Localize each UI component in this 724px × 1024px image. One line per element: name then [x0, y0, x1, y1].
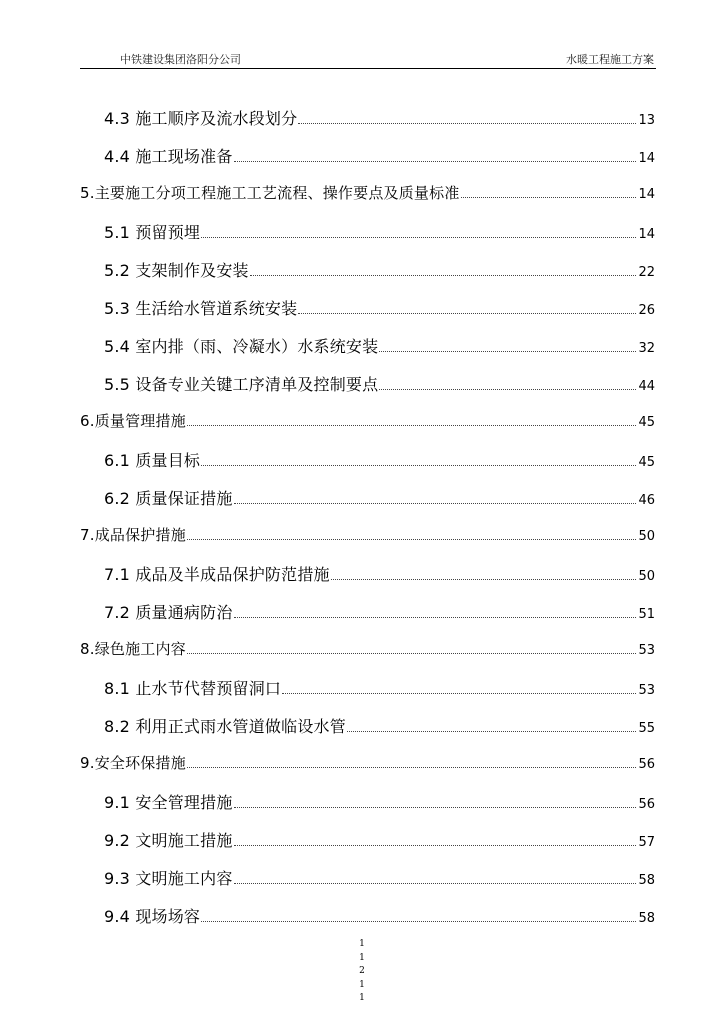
toc-entry-page: 57	[638, 835, 655, 850]
toc-entry-title: 8.1 止水节代替预留洞口	[104, 679, 282, 698]
toc-entry-page: 46	[638, 493, 655, 508]
toc-dot-leader	[201, 921, 636, 922]
toc-dot-leader	[187, 539, 637, 540]
page-header	[80, 50, 656, 69]
footer-page-digit: 1	[359, 979, 365, 990]
toc-entry-title: 7.2 质量通病防治	[104, 603, 233, 622]
toc-entry-page: 56	[638, 757, 655, 772]
toc-entry-page: 56	[638, 797, 655, 812]
toc-entry-title: 9.4 现场场容	[104, 907, 201, 926]
toc-entry[interactable]	[104, 562, 655, 584]
toc-dot-leader	[187, 653, 637, 654]
toc-entry-page: 53	[638, 683, 655, 698]
toc-entry[interactable]	[104, 258, 655, 280]
toc-entry-page: 53	[638, 643, 655, 658]
toc-entry[interactable]	[104, 106, 655, 128]
toc-entry-title: 4.4 施工现场准备	[104, 147, 233, 166]
toc-entry[interactable]	[104, 486, 655, 508]
toc-dot-leader	[347, 731, 637, 732]
footer-page-digit: 1	[359, 993, 365, 1003]
toc-entry-title: 4.3 施工顺序及流水段划分	[104, 109, 298, 128]
toc-dot-leader	[379, 389, 636, 390]
toc-entry-page: 58	[638, 873, 655, 888]
toc-entry[interactable]	[104, 220, 655, 242]
toc-entry-title: 6.1 质量目标	[104, 451, 201, 470]
toc-dot-leader	[282, 693, 636, 694]
toc-entry-page: 55	[638, 721, 655, 736]
toc-entry[interactable]	[80, 638, 655, 660]
toc-entry-title: 9.3 文明施工内容	[104, 869, 233, 888]
toc-dot-leader	[250, 275, 637, 276]
toc-entry-page: 13	[638, 113, 655, 128]
toc-entry[interactable]	[104, 790, 655, 812]
toc-entry-title: 5.1 预留预埋	[104, 223, 201, 242]
toc-dot-leader	[234, 883, 637, 884]
toc-dot-leader	[461, 197, 637, 198]
header-doc-title: 水暖工程施工方案	[566, 53, 654, 66]
toc-entry-title: 9.1 安全管理措施	[104, 793, 233, 812]
toc-entry-title: 6.质量管理措施	[80, 412, 186, 430]
toc-entry[interactable]	[104, 866, 655, 888]
footer-page-digit: 2	[359, 966, 365, 976]
page-footer	[0, 938, 724, 1006]
footer-page-digit: 1	[359, 952, 365, 963]
toc-dot-leader	[331, 579, 637, 580]
header-company: 中铁建设集团洛阳分公司	[120, 53, 241, 66]
toc-dot-leader	[234, 807, 637, 808]
toc-entry-page: 50	[638, 569, 655, 584]
toc-entry-page: 14	[638, 151, 655, 166]
toc-entry-page: 58	[638, 911, 655, 926]
toc-entry-title: 6.2 质量保证措施	[104, 489, 233, 508]
toc-entry[interactable]	[104, 296, 655, 318]
toc-entry-title: 5.5 设备专业关键工序清单及控制要点	[104, 375, 379, 394]
toc-entry-page: 22	[638, 265, 655, 280]
footer-page-digit: 1	[359, 939, 365, 949]
toc-entry-title: 9.安全环保措施	[80, 754, 186, 772]
toc-dot-leader	[187, 767, 637, 768]
toc-entry[interactable]	[104, 448, 655, 470]
toc-dot-leader	[298, 123, 636, 124]
toc-entry[interactable]	[104, 904, 655, 926]
toc-entry-title: 9.2 文明施工措施	[104, 831, 233, 850]
toc-dot-leader	[201, 237, 636, 238]
toc-entry-title: 5.3 生活给水管道系统安装	[104, 299, 298, 318]
toc-dot-leader	[234, 617, 637, 618]
toc-entry[interactable]	[104, 600, 655, 622]
toc-entry-page: 26	[638, 303, 655, 318]
toc-dot-leader	[298, 313, 636, 314]
toc-entry-page: 51	[638, 607, 655, 622]
toc-entry-page: 32	[638, 341, 655, 356]
toc-dot-leader	[234, 503, 637, 504]
toc-entry[interactable]	[104, 334, 655, 356]
toc-entry-page: 45	[638, 455, 655, 470]
toc-entry-title: 7.成品保护措施	[80, 526, 186, 544]
toc-dot-leader	[234, 845, 637, 846]
toc-entry-title: 8.绿色施工内容	[80, 640, 186, 658]
toc-dot-leader	[379, 351, 636, 352]
toc-entry[interactable]	[104, 676, 655, 698]
toc-entry-title: 8.2 利用正式雨水管道做临设水管	[104, 717, 346, 736]
toc-entry[interactable]	[80, 182, 655, 204]
toc-entry[interactable]	[80, 752, 655, 774]
toc-entry-title: 7.1 成品及半成品保护防范措施	[104, 565, 330, 584]
toc-entry[interactable]	[104, 144, 655, 166]
toc-dot-leader	[187, 425, 637, 426]
toc-entry-page: 44	[638, 379, 655, 394]
toc-entry-title: 5.主要施工分项工程施工工艺流程、操作要点及质量标准	[80, 184, 460, 202]
toc-entry-title: 5.4 室内排（雨、冷凝水）水系统安装	[104, 337, 379, 356]
toc-dot-leader	[201, 465, 636, 466]
toc-entry[interactable]	[80, 524, 655, 546]
toc-entry-page: 50	[638, 529, 655, 544]
toc-entry-page: 45	[638, 415, 655, 430]
toc-entry-title: 5.2 支架制作及安装	[104, 261, 249, 280]
toc-entry[interactable]	[104, 372, 655, 394]
toc-entry-page: 14	[638, 187, 655, 202]
toc-entry[interactable]	[104, 828, 655, 850]
toc-entry[interactable]	[104, 714, 655, 736]
toc-dot-leader	[234, 161, 637, 162]
toc-entry[interactable]	[80, 410, 655, 432]
toc-entry-page: 14	[638, 227, 655, 242]
